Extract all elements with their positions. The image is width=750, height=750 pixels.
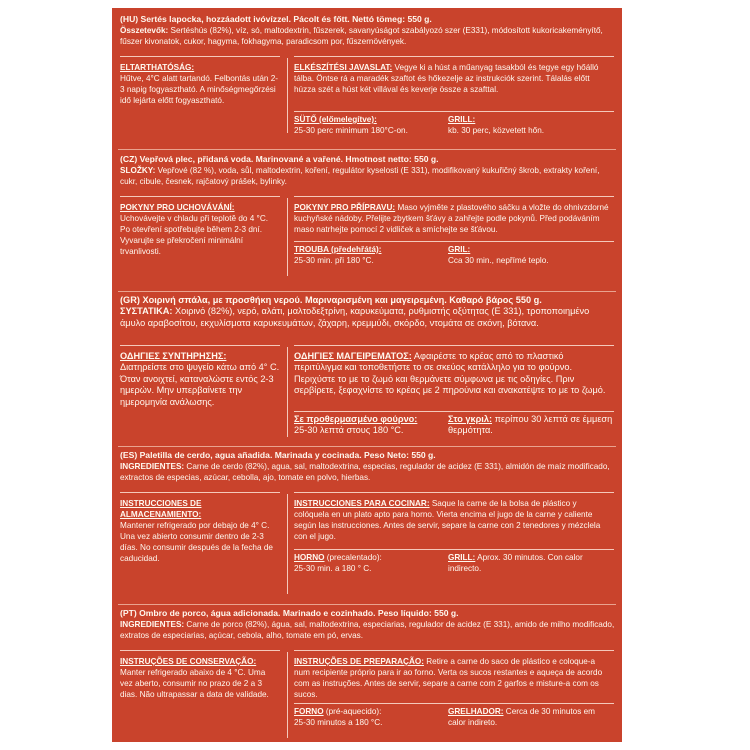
- prep-block: [294, 62, 612, 95]
- prep-text: Saque la carne de la bolsa de plástico y colóquela en un plato apto para horno. Vierta encima el jugo de la carne y caliente según las instrucciones. Antes de servir, separe la carne con 2 tenedores y mézclela con el jugo.: [294, 499, 601, 541]
- grill-label: GRILL:: [448, 115, 476, 124]
- oven-text: 25-30 min. a 180 ° C.: [294, 564, 372, 573]
- prep-paragraph: [294, 62, 612, 95]
- oven-label: HORNO: [294, 553, 325, 562]
- grill-block: [448, 114, 613, 136]
- oven-block: [294, 552, 444, 574]
- oven-text: 25-30 perc minimum 180°C-on.: [294, 126, 408, 135]
- section-header: (HU) Sertés lapocka, hozzáadott ivóvízzel. Pácolt és főtt. Nettó tömeg: 550 g.: [120, 14, 432, 24]
- oven-text: 25-30 min. při 180 °C.: [294, 256, 374, 265]
- oven-label-suffix: (pré-aquecido):: [323, 707, 382, 716]
- prep-paragraph: [294, 351, 612, 397]
- section-header: (GR) Χοιρινή σπάλα, με προσθήκη νερού. Μαριναρισμένη και μαγειρεμένη. Καθαρό βάρος 550 g.: [120, 295, 542, 305]
- ingredients-text: Vepřové (82 %), voda, sůl, maltodextrin, koření, regulátor kyselosti (E 331), modifikovaný kukuřičný škrob, extrakty koření, cukr, cibule, česnek, rajčatový prášek, bylinky.: [120, 166, 600, 186]
- storage-block: [120, 62, 280, 106]
- prep-text: Vegye ki a húst a műanyag tasakból és tegye egy hőálló tálba. Öntse rá a maradék szaftot és hőkezelje az instrukciók szerint. Tálalás előtt húzza szét a húst két villával és keverje össze a szafttal.: [294, 63, 599, 94]
- grill-text: Aprox. 30 minutos. Con calor indirecto.: [448, 553, 583, 573]
- ingredients: [120, 619, 616, 641]
- grill-block: [448, 552, 613, 574]
- grill-block: [448, 414, 613, 437]
- grill-text: Cca 30 min., nepřímé teplo.: [448, 256, 549, 265]
- storage-label: ΟΔΗΓΙΕΣ ΣΥΝΤΗΡΗΣΗΣ:: [120, 351, 227, 361]
- prep-block: [294, 351, 612, 397]
- grill-label: GRELHADOR:: [448, 707, 504, 716]
- prep-block: [294, 498, 612, 542]
- prep-block: [294, 202, 612, 235]
- storage-text: Uchovávejte v chladu při teplotě do 4 °C. Po otevření spotřebujte během 2-3 dní. Vyvarujte se překročení minimální trvanlivosti.: [120, 214, 269, 256]
- prep-text: Retire a carne do saco de plástico e coloque-a num recipiente próprio para ir ao forno. Verta os sucos restantes e aqueça de acordo com as instruções. Antes de servir, separe a carne com 2 garfos e misture-a com os sucos.: [294, 657, 603, 699]
- divider: [118, 604, 616, 605]
- storage-label: ELTARTHATÓSÁG:: [120, 63, 195, 72]
- storage-label: INSTRUCCIONES DE ALMACENAMIENTO:: [120, 499, 202, 519]
- prep-text: Maso vyjměte z plastového sáčku a vložte do ohnivzdorné kuchyňské nádoby. Přelijte zbytkem šťávy a zahřejte podle pokynů. Před podáváním maso natrhejte pomocí 2 vidliček a smíchejte se šťávou.: [294, 203, 609, 234]
- prep-paragraph: [294, 202, 612, 235]
- grill-block: [448, 244, 613, 266]
- grill-label: GRIL:: [448, 245, 471, 254]
- oven-label: FORNO: [294, 707, 324, 716]
- grill-paragraph: [448, 552, 613, 574]
- ingredients: [120, 25, 616, 47]
- divider: [118, 446, 616, 447]
- oven-text: 25-30 λεπτά στους 180 °C.: [294, 425, 404, 436]
- prep-label: ΟΔΗΓΙΕΣ ΜΑΓΕΙΡΕΜΑΤΟΣ:: [294, 351, 412, 361]
- oven-label-suffix: (precalentado):: [324, 553, 382, 562]
- oven-block: [294, 114, 444, 136]
- grill-label: GRILL:: [448, 553, 476, 562]
- prep-paragraph: [294, 656, 612, 700]
- ingredients-label: SLOŽKY:: [120, 166, 156, 175]
- oven-label: SÜTŐ (előmelegítve):: [294, 115, 377, 124]
- grill-text: Cerca de 30 minutos em calor indireto.: [448, 707, 595, 727]
- storage-text: Διατηρείστε στο ψυγείο κάτω από 4° C. Όταν ανοιχτεί, καταναλώστε εντός 2-3 ημερών. Μην υπερβαίνετε την ημερομηνία ανάλωσης.: [120, 362, 280, 407]
- ingredients-text: Sertéshús (82%), víz, só, maltodextrin, fűszerek, savanyúságot szabályozó szer (E331), módosított kukoricakeményítő, fűszer kivonatok, cukor, hagyma, fokhagyma, paradicsom por, fűszernövények.: [120, 26, 603, 46]
- storage-text: Hűtve, 4°C alatt tartandó. Felbontás után 2-3 napig fogyasztható. A minőségmegőrzési idő lejárta előtt fogyasztható.: [120, 74, 279, 105]
- section-header: (ES) Paletilla de cerdo, agua añadida. Marinada y cocinada. Peso Neto: 550 g.: [120, 450, 436, 460]
- grill-paragraph: [448, 414, 613, 437]
- section-pt: [120, 608, 616, 727]
- storage-label: INSTRUÇÕES DE CONSERVAÇÃO:: [120, 657, 257, 666]
- oven-block: [294, 706, 444, 728]
- storage-label: POKYNY PRO UCHOVÁVÁNÍ:: [120, 203, 235, 212]
- oven-label: Σε προθερμασμένο φούρνο:: [294, 414, 418, 424]
- storage-block: [120, 656, 280, 700]
- ingredients-label: INGREDIENTES:: [120, 620, 185, 629]
- section-header: (PT) Ombro de porco, água adicionada. Marinado e cozinhado. Peso líquido: 550 g.: [120, 608, 459, 618]
- section-header: (CZ) Vepřová plec, přidaná voda. Marinované a vařené. Hmotnost netto: 550 g.: [120, 154, 439, 164]
- ingredients-text: Χοιρινό (82%), νερό, αλάτι, μαλτοδεξτρίνη, καρυκεύματα, ρυθμιστής οξύτητας (E 331), τροποποιημένο άμυλο αραβοσίτου, εκχυλίσματα καρυκευμάτων, ζάχαρη, κρεμμύδι, σκόρδο, ντομάτα σε σκόνη, βότανα.: [120, 306, 590, 328]
- section-es: [120, 450, 616, 573]
- grill-block: [448, 706, 613, 728]
- divider: [118, 149, 616, 150]
- storage-block: [120, 351, 280, 408]
- section-hu: [120, 14, 616, 135]
- prep-paragraph: [294, 498, 612, 542]
- divider: [118, 291, 616, 292]
- storage-block: [120, 202, 280, 257]
- label-panel: [112, 8, 622, 742]
- ingredients-text: Carne de porco (82%), água, sal, maltodextrina, especiarias, regulador de acidez (E 331), amido de milho modificado, extratos de especiarias, açúcar, cebola, alho, tomate em pó, ervas.: [120, 620, 615, 640]
- oven-label: TROUBA (předehřátá):: [294, 245, 382, 254]
- storage-text: Manter refrigerado abaixo de 4 °C. Uma vez aberto, consumir no prazo de 2 a 3 dias. Não ultrapassar a data de validade.: [120, 668, 269, 699]
- ingredients-label: ΣΥΣΤΑΤΙΚΑ:: [120, 306, 173, 317]
- oven-text: 25-30 minutos a 180 °C.: [294, 718, 383, 727]
- prep-label: ELKÉSZÍTÉSI JAVASLAT:: [294, 63, 393, 72]
- ingredients: [120, 306, 616, 329]
- ingredients-label: Összetevők:: [120, 26, 169, 35]
- storage-text: Mantener refrigerado por debajo de 4° C. Una vez abierto consumir dentro de 2-3 días. No consumir después de la fecha de caducidad.: [120, 521, 273, 563]
- oven-label-row: [294, 552, 444, 563]
- oven-label-row: [294, 706, 444, 717]
- prep-label: POKYNY PRO PŘÍPRAVU:: [294, 203, 396, 212]
- ingredients-text: Carne de cerdo (82%), agua, sal, maltodextrina, especias, regulador de acidez (E 331), almidón de maíz modificado, extractos de especias, azúcar, cebolla, ajo, tomate en polvo, hierbas.: [120, 462, 610, 482]
- prep-text: Αφαιρέστε το κρέας από το πλαστικό περιτύλιγμα και τοποθετήστε το σε σκεύος κατάλληλο για το φούρνο. Περιχύστε το με το ζωμό και θερμάνετε σύμφωνα με τις οδηγίες. Πριν σερβίρετε, ξεφαχνίστε το κρέας με 2 πηρούνια και ανακατέψτε το με το ζωμό.: [294, 351, 606, 396]
- oven-block: [294, 414, 444, 437]
- ingredients: [120, 165, 616, 187]
- ingredients: [120, 461, 616, 483]
- grill-label: Στο γκριλ:: [448, 414, 493, 424]
- grill-paragraph: [448, 706, 613, 728]
- oven-block: [294, 244, 444, 266]
- section-gr: [120, 295, 616, 436]
- grill-text: kb. 30 perc, közvetett hőn.: [448, 126, 545, 135]
- grill-text: περίπου 30 λεπτά σε έμμεση θερμότητα.: [448, 414, 613, 436]
- prep-label: INSTRUÇÕES DE PREPARAÇÃO:: [294, 657, 424, 666]
- prep-label: INSTRUCCIONES PARA COCINAR:: [294, 499, 430, 508]
- ingredients-label: INGREDIENTES:: [120, 462, 185, 471]
- storage-block: [120, 498, 280, 564]
- section-cz: [120, 154, 616, 265]
- prep-block: [294, 656, 612, 700]
